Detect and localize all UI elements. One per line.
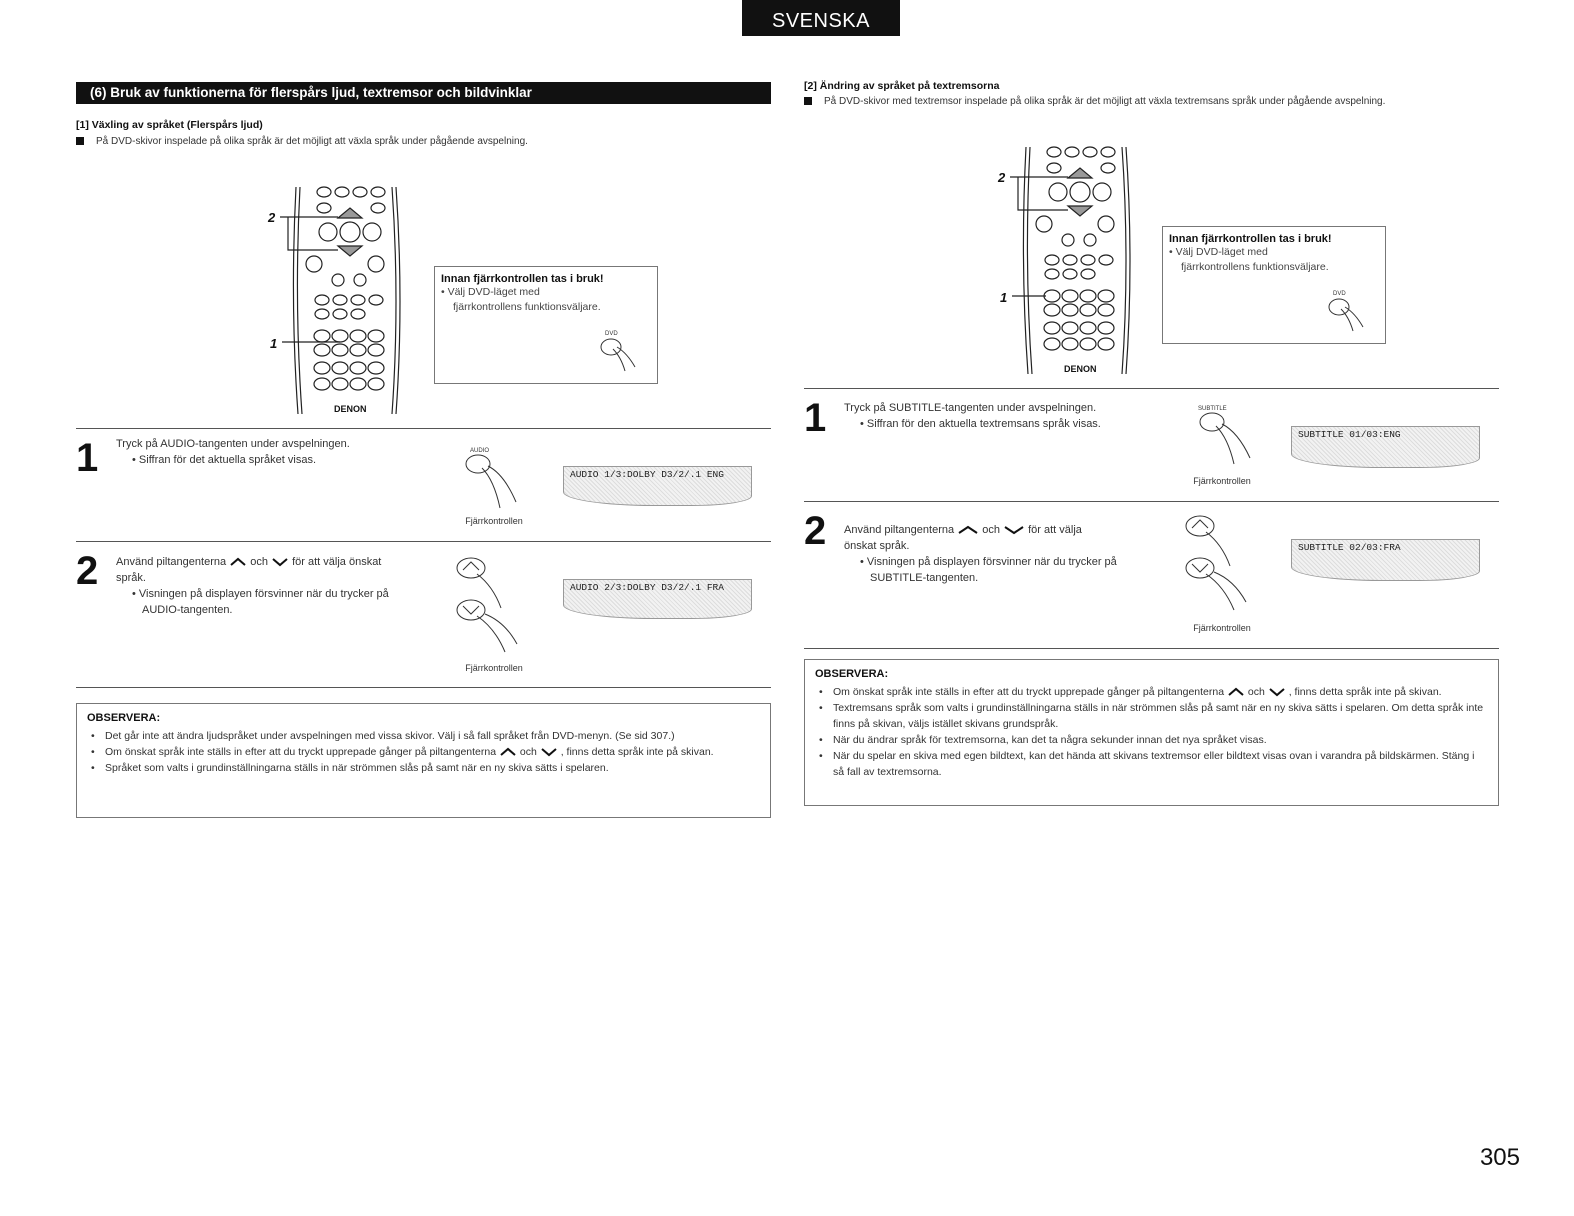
dvd-button-hand-icon	[595, 327, 639, 373]
info-box-title: Innan fjärrkontrollen tas i bruk!	[1169, 233, 1332, 245]
note-title: OBSERVERA:	[87, 712, 161, 724]
remote-illustration-right	[990, 142, 1140, 377]
step-number: 1	[76, 436, 99, 480]
dvd-button-hand-icon	[1323, 287, 1367, 333]
down-arrow-icon	[1268, 687, 1286, 697]
divider	[76, 428, 771, 429]
section-title-bar: (6) Bruk av funktionerna för flerspårs ljud, textremsor och bildvinklar	[76, 82, 771, 104]
left-note-box	[76, 703, 771, 818]
divider	[804, 501, 1499, 502]
arrow-buttons-hand-icon	[1184, 514, 1264, 614]
right-info-box	[1162, 226, 1386, 344]
up-arrow-icon	[1227, 687, 1245, 697]
callout-1-right: 1	[1000, 290, 1008, 305]
up-arrow-icon	[229, 557, 247, 567]
left-info-box	[434, 266, 658, 384]
divider	[76, 687, 771, 688]
right-intro: På DVD-skivor med textremsor inspelade på olika språk är det möjligt att växla textremsans språk under pågående avspelning.	[804, 96, 1385, 107]
note-item: • När du ändrar språk för textremsorna, kan det ta några sekunder innan det nya språket visas.	[815, 732, 1488, 748]
language-tab: SVENSKA	[742, 0, 900, 36]
svg-text:DVD: DVD	[1333, 291, 1346, 297]
brand-logo-left: DENON	[334, 404, 367, 414]
divider	[76, 541, 771, 542]
step-2-text: Använd piltangenterna och för att välja önskat språk. • Visningen på displayen försvinner när du trycker på AUDIO-tangenten.	[116, 556, 389, 616]
left-intro: På DVD-skivor inspelade på olika språk är det möjligt att växla språk under pågående avspelning.	[76, 136, 528, 147]
caption: Fjärrkontrollen	[465, 663, 523, 673]
note-item: • När du spelar en skiva med egen bildtext, kan det hända att skivans textremsor eller bildtext visas ovan i varandra på bildskärmen. Stäng i så fall av textremsorna.	[815, 748, 1488, 780]
up-arrow-icon	[499, 747, 517, 757]
caption: Fjärrkontrollen	[1193, 623, 1251, 633]
display-readout: AUDIO 2/3:DOLBY D3/2/.1 FRA	[563, 579, 752, 619]
step-1-text: Tryck på SUBTITLE-tangenten under avspelningen. • Siffran för den aktuella textremsans språk visas.	[844, 402, 1101, 430]
left-subheading: [1] Växling av språket (Flerspårs ljud)	[76, 119, 263, 131]
step-number: 1	[804, 396, 827, 440]
step-number: 2	[76, 549, 99, 593]
step-number: 2	[804, 509, 827, 553]
callout-1-left: 1	[270, 336, 278, 351]
arrow-buttons-hand-icon	[455, 556, 535, 656]
note-item: • Textremsans språk som valts i grundinställningarna ställs in när strömmen slås på samt när en ny skiva sätts i spelaren. Om detta språk inte finns på skivan, väljs istället skivans grundspråk.	[815, 700, 1488, 732]
divider	[804, 648, 1499, 649]
square-bullet-icon	[76, 137, 84, 145]
down-arrow-icon	[540, 747, 558, 757]
down-arrow-icon	[271, 557, 289, 567]
divider	[804, 388, 1499, 389]
right-note-box	[804, 659, 1499, 806]
note-item: • Språket som valts i grundinställningarna ställs in när strömmen slås på samt när en ny skiva sätts i spelaren.	[87, 760, 760, 776]
info-box-line: fjärrkontrollens funktionsväljare.	[1181, 261, 1329, 273]
display-readout: AUDIO 1/3:DOLBY D3/2/.1 ENG	[563, 466, 752, 506]
caption: Fjärrkontrollen	[1193, 476, 1251, 486]
info-box-line: • Välj DVD-läget med	[1169, 246, 1268, 258]
svg-text:SUBTITLE: SUBTITLE	[1198, 406, 1227, 412]
note-item: • Om önskat språk inte ställs in efter att du tryckt upprepade gånger på piltangenterna och , finns detta språk inte på skivan.	[87, 744, 760, 760]
info-box-line: fjärrkontrollens funktionsväljare.	[453, 301, 601, 313]
remote-illustration-left	[260, 182, 410, 417]
step-2-text: Använd piltangenterna och för att välja önskat språk. • Visningen på displayen försvinner när du trycker på SUBTITLE-tangenten.	[844, 524, 1117, 584]
callout-2-left: 2	[268, 210, 276, 225]
caption: Fjärrkontrollen	[465, 516, 523, 526]
up-arrow-icon	[957, 525, 979, 535]
info-box-title: Innan fjärrkontrollen tas i bruk!	[441, 273, 604, 285]
svg-text:DVD: DVD	[605, 331, 618, 337]
note-item: • Om önskat språk inte ställs in efter att du tryckt upprepade gånger på piltangenterna och , finns detta språk inte på skivan.	[815, 684, 1488, 700]
svg-text:AUDIO: AUDIO	[470, 448, 490, 454]
display-readout: SUBTITLE 02/03:FRA	[1291, 539, 1480, 581]
brand-logo-right: DENON	[1064, 364, 1097, 374]
info-box-line: • Välj DVD-läget med	[441, 286, 540, 298]
note-title: OBSERVERA:	[815, 668, 889, 680]
audio-button-hand-icon	[460, 444, 530, 514]
down-arrow-icon	[1003, 525, 1025, 535]
display-readout: SUBTITLE 01/03:ENG	[1291, 426, 1480, 468]
right-subheading: [2] Ändring av språket på textremsorna	[804, 80, 1000, 92]
note-item: • Det går inte att ändra ljudspråket under avspelningen med vissa skivor. Välj i så fall språket från DVD-menyn. (Se sid 307.)	[87, 728, 760, 744]
subtitle-button-hand-icon	[1194, 402, 1264, 468]
page-number: 305	[1479, 1144, 1520, 1171]
step-1-text: Tryck på AUDIO-tangenten under avspelningen. • Siffran för det aktuella språket visas.	[116, 438, 350, 466]
square-bullet-icon	[804, 97, 812, 105]
callout-2-right: 2	[998, 170, 1006, 185]
